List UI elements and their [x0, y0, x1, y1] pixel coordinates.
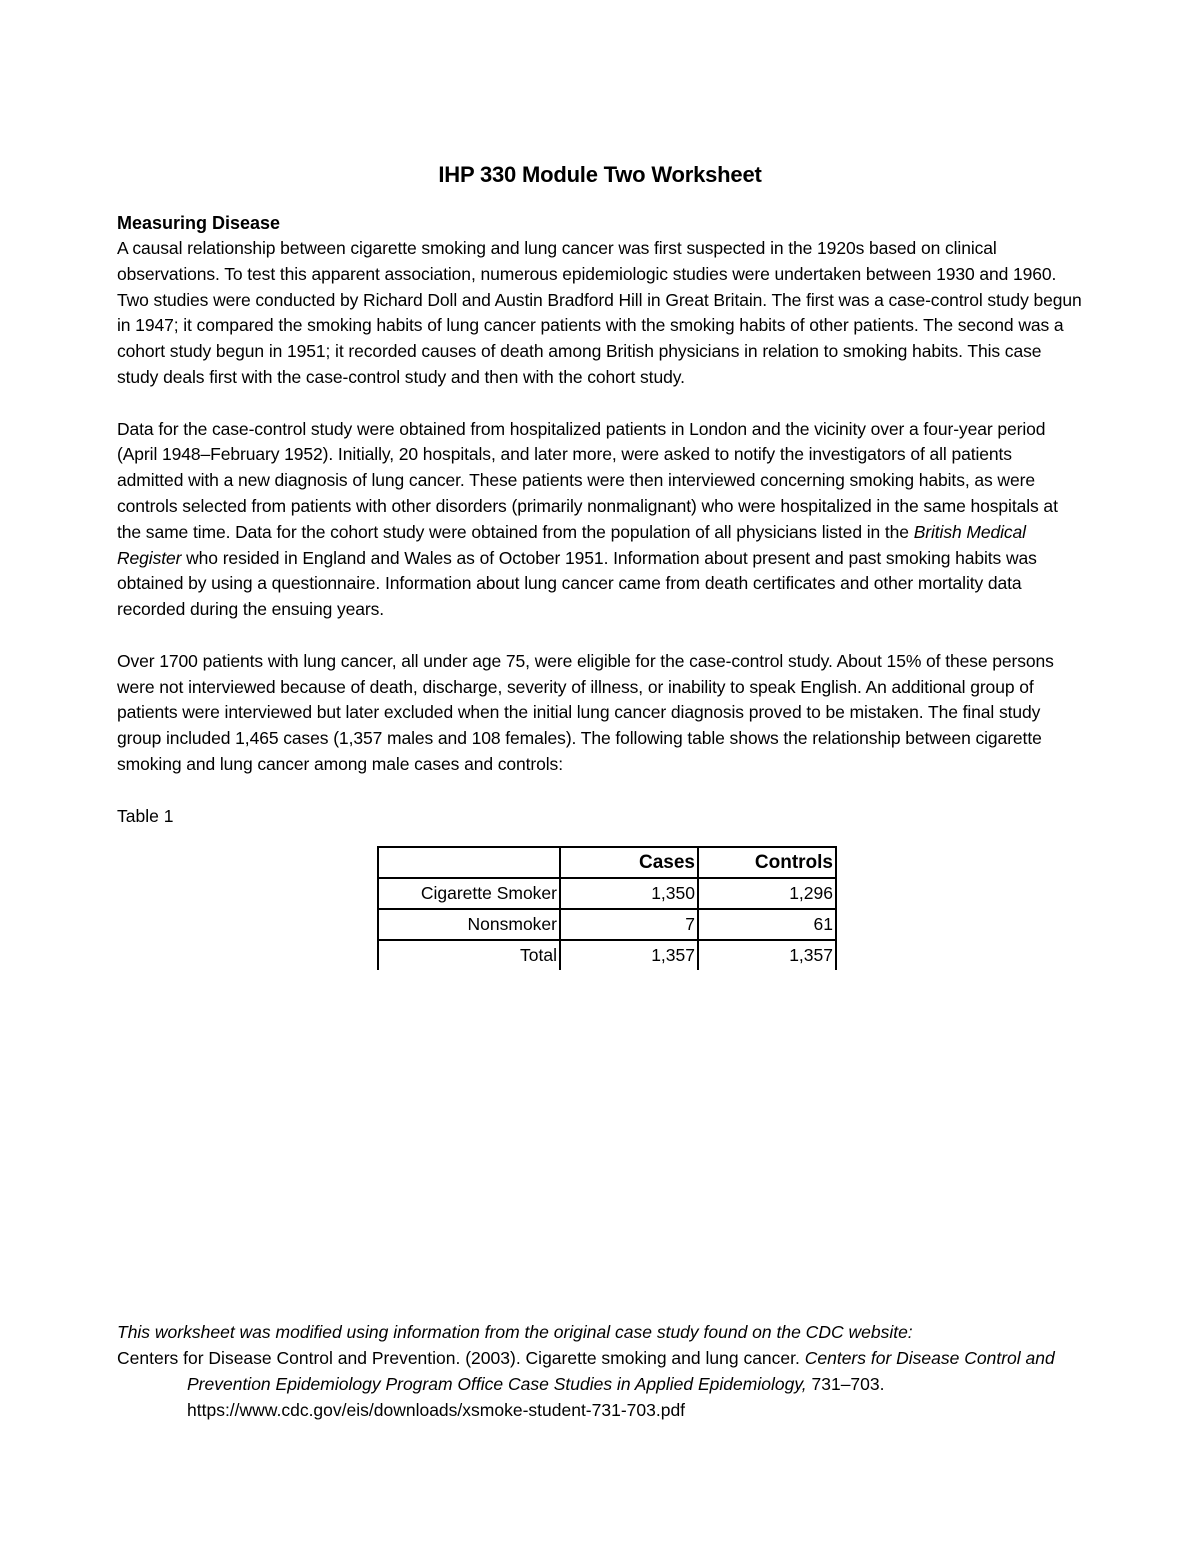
paragraph-2-text-a: Data for the case-control study were obtained from hospitalized patients in London and the vicinity over a four-year period (April 1948–February 1952). Initially, 20 hospitals, and later more, were asked to notify the investigators of all patients admitted with a new diagnosis of lung cancer. These patients were then interviewed concerning smoking habits, as were controls selected from patients with other disorders (primarily nonmalignant) who were hospitalized in the same hospitals at the same time. Data for the cohort study were obtained from the population of all physicians listed in the — [117, 418, 1058, 542]
reference-text-a: Centers for Disease Control and Prevention. (2003). Cigarette smoking and lung cancer. — [117, 1348, 805, 1368]
row-label: Nonsmoker — [378, 909, 560, 940]
row-cases: 7 — [560, 909, 698, 940]
paragraph-intro: A causal relationship between cigarette smoking and lung cancer was first suspected in the 1920s based on clinical observations. To test this apparent association, numerous epidemiologic studies were undertaken between 1930 and 1960. Two studies were conducted by Richard Doll and Austin Bradford Hill in Great Britain. The first was a case-control study begun in 1947; it compared the smoking habits of lung cancer patients with the smoking habits of other patients. The second was a cohort study begun in 1951; it recorded causes of death among British physicians in relation to smoking habits. This case study deals first with the case-control study and then with the cohort study. — [117, 238, 1082, 387]
table-row — [378, 940, 836, 970]
table-row — [378, 878, 836, 909]
section-heading: Measuring Disease — [117, 213, 281, 233]
row-controls: 61 — [698, 909, 836, 940]
table-row — [378, 909, 836, 940]
paragraph-data-sources — [117, 417, 1083, 623]
reference-text-b: 731–703. — [806, 1374, 885, 1394]
reference-italic: Centers for Disease Control and Prevention Epidemiology Program Office Case Studies in Applied Epidemiology, — [187, 1348, 1055, 1394]
paragraph-2-italic: British Medical Register — [117, 521, 1026, 568]
paragraph-study-group: Over 1700 patients with lung cancer, all under age 75, were eligible for the case-control study. About 15% of these persons were not interviewed because of death, discharge, severity of illness, or inability to speak English. An additional group of patients were interviewed but later excluded when the initial lung cancer diagnosis proved to be mistaken. The final study group included 1,465 cases (1,357 males and 108 females). The following table shows the relationship between cigarette smoking and lung cancer among male cases and controls: — [117, 650, 1054, 774]
table-header-cases: Cases — [560, 847, 698, 878]
row-cases: 1,357 — [560, 940, 698, 970]
row-label: Cigarette Smoker — [378, 878, 560, 909]
document-title: IHP 330 Module Two Worksheet — [438, 162, 762, 187]
row-cases: 1,350 — [560, 878, 698, 909]
source-note: This worksheet was modified using information from the original case study found on the CDC website: — [117, 1322, 913, 1342]
reference-url: https://www.cdc.gov/eis/downloads/xsmoke-student-731-703.pdf — [187, 1400, 686, 1420]
table-header-row — [378, 847, 836, 878]
worksheet-page — [117, 162, 1083, 970]
table-header-blank — [378, 847, 560, 878]
paragraph-2-text-b: who resided in England and Wales as of October 1951. Information about present and past smoking habits was obtained by using a questionnaire. Information about lung cancer came from death certificates and other mortality data recorded during the ensuing years. — [117, 547, 1037, 620]
row-controls: 1,296 — [698, 878, 836, 909]
cases-controls-table — [377, 846, 837, 970]
reference-citation — [117, 1345, 1083, 1397]
table-label: Table 1 — [117, 805, 174, 826]
citation-footer — [117, 1319, 1083, 1423]
row-controls: 1,357 — [698, 940, 836, 970]
table-header-controls: Controls — [698, 847, 836, 878]
row-label: Total — [378, 940, 560, 970]
